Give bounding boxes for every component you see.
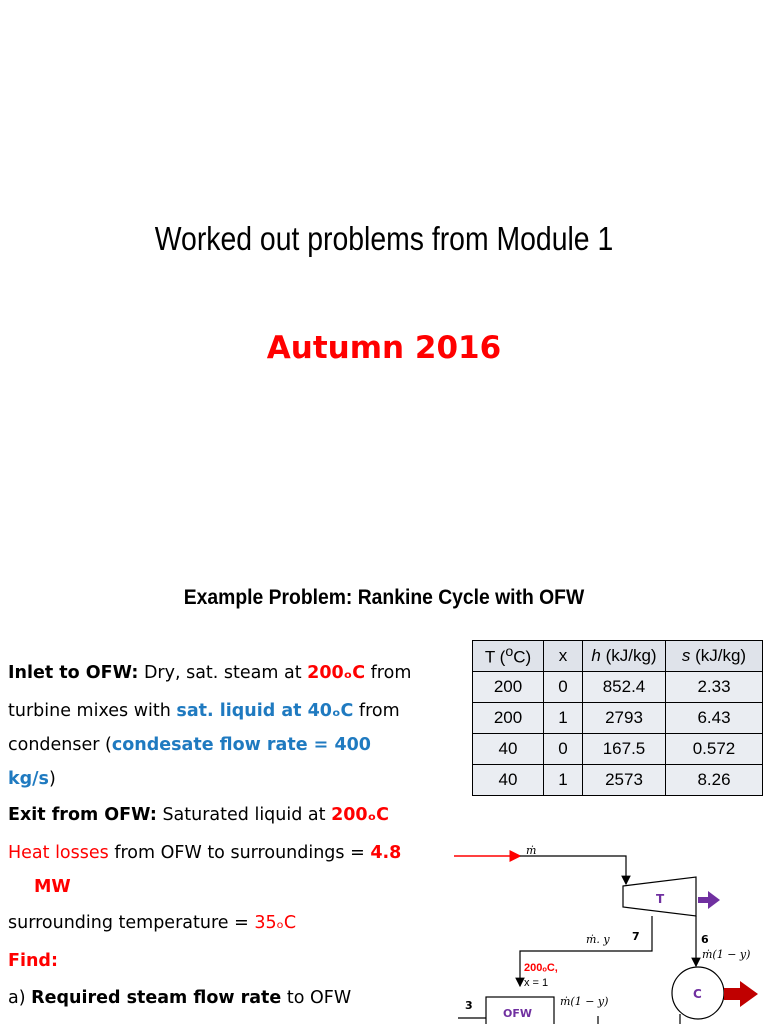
table-cell: 0 [544,672,583,703]
heat-loss-unit: MW [34,877,71,897]
flow-unit-line [8,769,56,789]
item-a-prefix: a) [8,988,32,1008]
ofw-label: OFW [503,1007,532,1020]
mass-flow-label: ṁ [526,844,537,857]
table-row [473,672,763,703]
header-entropy: s (kJ/kg) [666,641,763,672]
heat-loss-label: Heat losses [8,843,109,863]
table-cell: 200 [473,703,544,734]
inlet-text: Dry, sat. steam at [138,663,308,683]
table-cell: 6.43 [666,703,763,734]
table-cell: 167.5 [583,734,666,765]
inlet-label: Inlet to OFW: [8,663,139,683]
surrounding-text: surrounding temperature = [8,913,255,933]
exit-text: Saturated liquid at [156,805,332,825]
mixing-text-end: from [353,701,400,721]
inlet-temp: 200ₒC [307,663,366,683]
state-6-label: 6 [701,933,709,946]
item-a-line [8,988,351,1008]
table-cell: 2793 [583,703,666,734]
header-temperature: T ($^o$C) [473,641,544,672]
bleed-flow-label: ṁ. y [586,933,610,946]
table-row [473,703,763,734]
header-enthalpy: h (kJ/kg) [583,641,666,672]
surrounding-temp: 35ₒC [254,913,297,933]
turbine-work-arrow [698,891,720,909]
table-header-row [473,641,763,672]
find-label: Find: [8,951,58,971]
inlet-line [8,663,411,683]
condenser-text: condenser ( [8,735,112,755]
item-a-bold: Required steam flow rate [31,988,282,1008]
mixing-text: turbine mixes with [8,701,177,721]
table-row [473,734,763,765]
table-cell: 40 [473,734,544,765]
table-cell: 0.572 [666,734,763,765]
condenser-label: C [693,987,702,1001]
item-a-rest: to OFW [281,988,352,1008]
page-subtitle: Autumn 2016 [266,330,502,366]
surrounding-line [8,913,296,933]
state-3-label: 3 [465,999,473,1012]
table-cell: 200 [473,672,544,703]
condenser-line [8,735,371,755]
property-table [472,640,763,796]
table-row [473,765,763,796]
condenser-heat-arrow [724,981,758,1007]
turbine-label: T [656,892,665,906]
heat-loss-unit-line [34,877,71,897]
exit-line [8,805,389,825]
bleed-line [520,916,652,986]
exhaust-flow-label: ṁ(1 − y) [702,948,751,961]
header-quality: x [544,641,583,672]
exit-label: Exit from OFW: [8,805,157,825]
inlet-text-end: from [365,663,412,683]
table-cell: 2573 [583,765,666,796]
condensate-flow-text: condesate flow rate = 400 [111,735,371,755]
table-cell: 2.33 [666,672,763,703]
cycle-diagram [440,836,768,1024]
heat-loss-value: 4.8 [370,843,402,863]
mixing-line [8,701,400,721]
turbine-inlet-line [520,856,626,884]
example-title: Example Problem: Rankine Cycle with OFW [183,586,585,609]
flow-unit-close: ) [48,769,56,789]
heat-loss-line [8,843,401,863]
sat-liquid-text: sat. liquid at 40ₒC [176,701,354,721]
ofw-inlet-temp: 200ₒC, [524,962,558,974]
table-cell: 0 [544,734,583,765]
flow-unit: kg/s [8,769,49,789]
table-cell: 1 [544,765,583,796]
table-cell: 8.26 [666,765,763,796]
page-title: Worked out problems from Module 1 [154,220,614,257]
ofw-inlet-quality: x = 1 [524,977,549,989]
heat-loss-text: from OFW to surroundings = [108,843,371,863]
table-cell: 852.4 [583,672,666,703]
find-line [8,951,58,971]
table-cell: 40 [473,765,544,796]
exit-temp: 200ₒC [331,805,389,825]
condensate-flow-label: ṁ(1 − y) [560,995,609,1008]
table-cell: 1 [544,703,583,734]
state-7-label: 7 [632,930,640,943]
